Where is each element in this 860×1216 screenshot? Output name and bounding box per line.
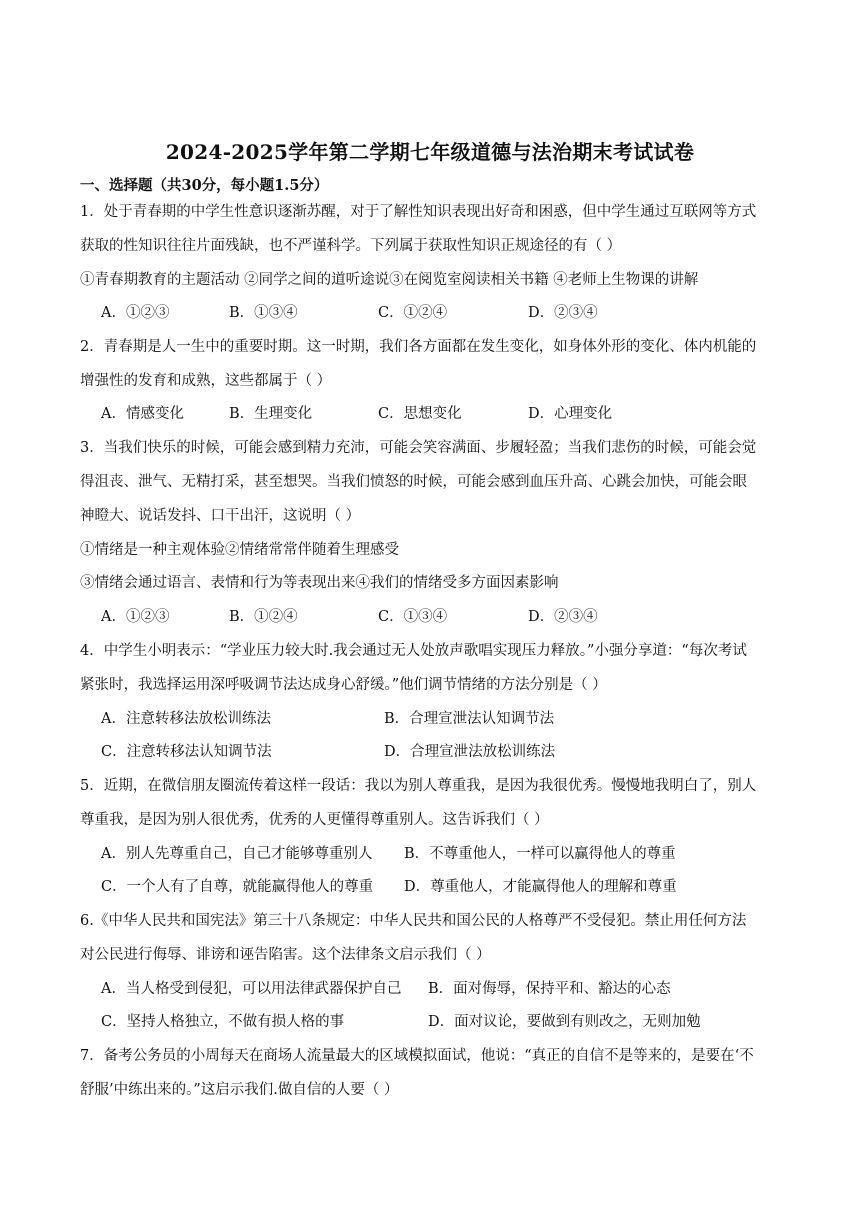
q1-option-a[interactable]: A．①②③ — [101, 305, 170, 321]
q5-stem-line-1: 5．近期，在微信朋友圈流传着这样一段话：我以为别人尊重我，是因为我很优秀。慢慢地我明白了，别人 — [80, 778, 757, 794]
q1-stem-line-1: 1．处于青春期的中学生性意识逐渐苏醒，对于了解性知识表现出好奇和困惑，但中学生通过互联网等方式 — [80, 204, 757, 220]
q2-option-d[interactable]: D．心理变化 — [528, 406, 613, 422]
q4-stem-line-1: 4．中学生小明表示：“学业压力较大时.我会通过无人处放声歌唱实现压力释放。”小强分享道：“每次考试 — [80, 643, 747, 659]
q6-stem-line-1: 6.《中华人民共和国宪法》第三十八条规定：中华人民共和国公民的人格尊严不受侵犯。禁止用任何方法 — [80, 913, 747, 929]
q1-stem-line-2: 获取的性知识往往片面残缺，也不严谨科学。下列属于获取性知识正规途径的有（ ） — [80, 238, 622, 254]
q2-option-b[interactable]: B．生理变化 — [229, 406, 313, 422]
q7-stem-line-1: 7．备考公务员的小周每天在商场人流量最大的区域模拟面试，他说：“真正的自信不是等来的，是要在‘不 — [80, 1048, 754, 1064]
q1-option-d[interactable]: D．②③④ — [528, 305, 598, 321]
exam-title: 2024-2025学年第二学期七年级道德与法治期末考试试卷 — [165, 140, 695, 164]
q4-option-b[interactable]: B．合理宣泄法认知调节法 — [384, 711, 555, 727]
q3-option-c[interactable]: C．①③④ — [378, 609, 448, 625]
q5-option-d[interactable]: D．尊重他人，才能赢得他人的理解和尊重 — [404, 879, 677, 895]
q4-option-c[interactable]: C．注意转移法认知调节法 — [101, 744, 272, 760]
q5-stem-line-2: 尊重我，是因为别人很优秀，优秀的人更懂得尊重别人。这告诉我们（ ） — [80, 812, 549, 828]
q4-option-a[interactable]: A．注意转移法放松训练法 — [101, 711, 271, 727]
q4-option-d[interactable]: D．合理宣泄法放松训练法 — [384, 744, 556, 760]
q1-statements: ①青春期教育的主题活动 ②同学之间的道听途说③在阅览室阅读相关书籍 ④老师上生物课的讲解 — [80, 272, 699, 288]
q6-option-c[interactable]: C．坚持人格独立，不做有损人格的事 — [101, 1014, 345, 1030]
q5-option-a[interactable]: A．别人先尊重自己，自己才能够尊重别人 — [101, 846, 373, 862]
q5-option-c[interactable]: C．一个人有了自尊，就能赢得他人的尊重 — [101, 879, 374, 895]
q3-option-d[interactable]: D．②③④ — [528, 609, 598, 625]
q1-option-c[interactable]: C．①②④ — [378, 305, 448, 321]
q3-stem-line-1: 3．当我们快乐的时候，可能会感到精力充沛，可能会笑容满面、步履轻盈；当我们悲伤的时候，可能会觉 — [80, 440, 757, 456]
q3-stem-line-2: 得沮丧、泄气、无精打采，甚至想哭。当我们愤怒的时候，可能会感到血压升高、心跳会加快，可能会眼 — [80, 474, 747, 490]
q3-statements-2: ③情绪会通过语言、表情和行为等表现出来④我们的情绪受多方面因素影响 — [80, 575, 559, 591]
q5-option-b[interactable]: B．不尊重他人，一样可以赢得他人的尊重 — [404, 846, 676, 862]
q2-stem-line-1: 2．青春期是人一生中的重要时期。这一时期，我们各方面都在发生变化，如身体外形的变化、体内机能的 — [80, 339, 757, 355]
q2-option-a[interactable]: A．情感变化 — [101, 406, 184, 422]
q4-stem-line-2: 紧张时，我选择运用深呼吸调节法达成身心舒缓。”他们调节情绪的方法分别是（ ） — [80, 677, 607, 693]
q1-option-b[interactable]: B．①③④ — [229, 305, 298, 321]
q3-option-a[interactable]: A．①②③ — [101, 609, 170, 625]
q6-option-d[interactable]: D．面对议论，要做到有则改之，无则加勉 — [428, 1014, 701, 1030]
q7-stem-line-2: 舒服’中练出来的。”这启示我们.做自信的人要（ ） — [80, 1082, 399, 1098]
q3-stem-line-3: 神瞪大、说话发抖、口干出汗，这说明（ ） — [80, 508, 361, 524]
q6-stem-line-2: 对公民进行侮辱、诽谤和诬告陷害。这个法律条文启示我们（ ） — [80, 947, 491, 963]
q2-option-c[interactable]: C．思想变化 — [378, 406, 462, 422]
section-heading: 一、选择题（共30分，每小题1.5分） — [80, 177, 329, 194]
q6-option-b[interactable]: B．面对侮辱，保持平和、豁达的心态 — [428, 981, 671, 997]
q2-stem-line-2: 增强性的发育和成熟，这些都属于（ ） — [80, 373, 332, 389]
q3-option-b[interactable]: B．①②④ — [229, 609, 298, 625]
q3-statements-1: ①情绪是一种主观体验②情绪常常伴随着生理感受 — [80, 542, 399, 558]
q6-option-a[interactable]: A．当人格受到侵犯，可以用法律武器保护自己 — [101, 981, 402, 997]
